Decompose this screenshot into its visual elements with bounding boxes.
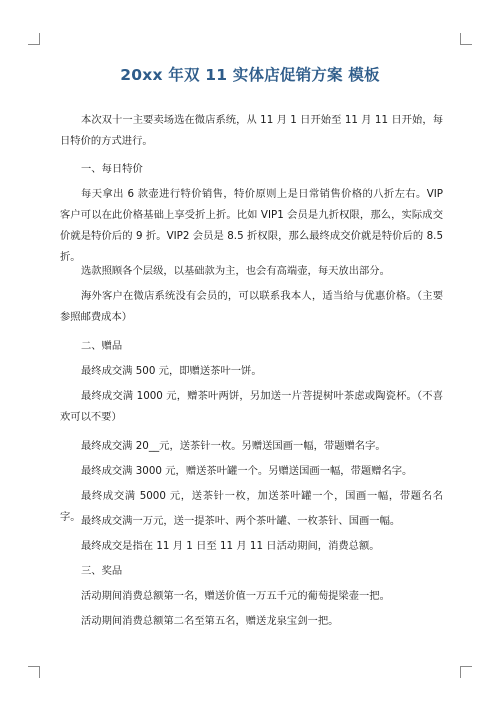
section-heading-prizes: 三、奖品 [81,565,123,577]
daily-special-paragraph: 每天拿出 6 款壶进行特价销售，特价原则上是日常销售价格的八折左右。VIP 客户可以在此价格基础上享受折上折。比如 VIP1 会员是九折权限，那么，实际成交价就是特价后的 9 折。VIP2 会员是 8.5 折权限，那么最终成交价就是特价后的 8.5 折。 [60,188,443,263]
gift-500-paragraph: 最终成交满 500 元，即赠送茶叶一饼。 [81,365,262,377]
final-deal-note-paragraph: 最终成交是指在 11 月 1 日至 11 月 11 日活动期间，消费总额。 [81,540,380,552]
crop-mark-top-right [460,33,472,45]
gift-5000-paragraph: 最终成交满 5000 元，送茶针一枚，加送茶叶罐一个，国画一幅，带题名名字。 [60,490,443,523]
selection-paragraph: 选款照顾各个层级，以基础款为主，也会有高端壶，每天放出部分。 [81,265,390,277]
crop-mark-bottom-left [28,666,40,678]
section-heading-daily-special: 一、每日特价 [81,163,143,175]
gift-1000-paragraph: 最终成交满 1000 元，赠茶叶两饼，另加送一片菩提树叶茶虑或陶瓷杯。（不喜欢可以不要） [60,390,443,423]
crop-mark-bottom-right [460,666,472,678]
prize-first-paragraph: 活动期间消费总额第一名，赠送价值一万五千元的葡萄提梁壶一把。 [81,590,390,602]
section-heading-gifts: 二、赠品 [81,340,123,352]
gift-20xx-paragraph: 最终成交满 20__元，送茶针一枚。另赠送国画一幅，带题赠名字。 [81,440,386,452]
gift-10000-paragraph: 最终成交满一万元，送一提茶叶、两个茶叶罐、一枚茶针、国画一幅。 [81,515,401,527]
gift-3000-paragraph: 最终成交满 3000 元，赠送茶叶罐一个。另赠送国画一幅，带题赠名字。 [81,465,413,477]
overseas-paragraph: 海外客户在微店系统没有会员的，可以联系我本人，适当给与优惠价格。（主要参照邮费成本） [60,290,443,323]
intro-paragraph: 本次双十一主要卖场选在微店系统，从 11 月 1 日开始至 11 月 11 日开始，每日特价的方式进行。 [60,114,443,147]
document-title: 20xx 年双 11 实体店促销方案 模板 [120,66,380,84]
crop-mark-top-left [28,33,40,45]
prize-second-to-fifth-paragraph: 活动期间消费总额第二名至第五名，赠送龙泉宝剑一把。 [81,615,339,627]
